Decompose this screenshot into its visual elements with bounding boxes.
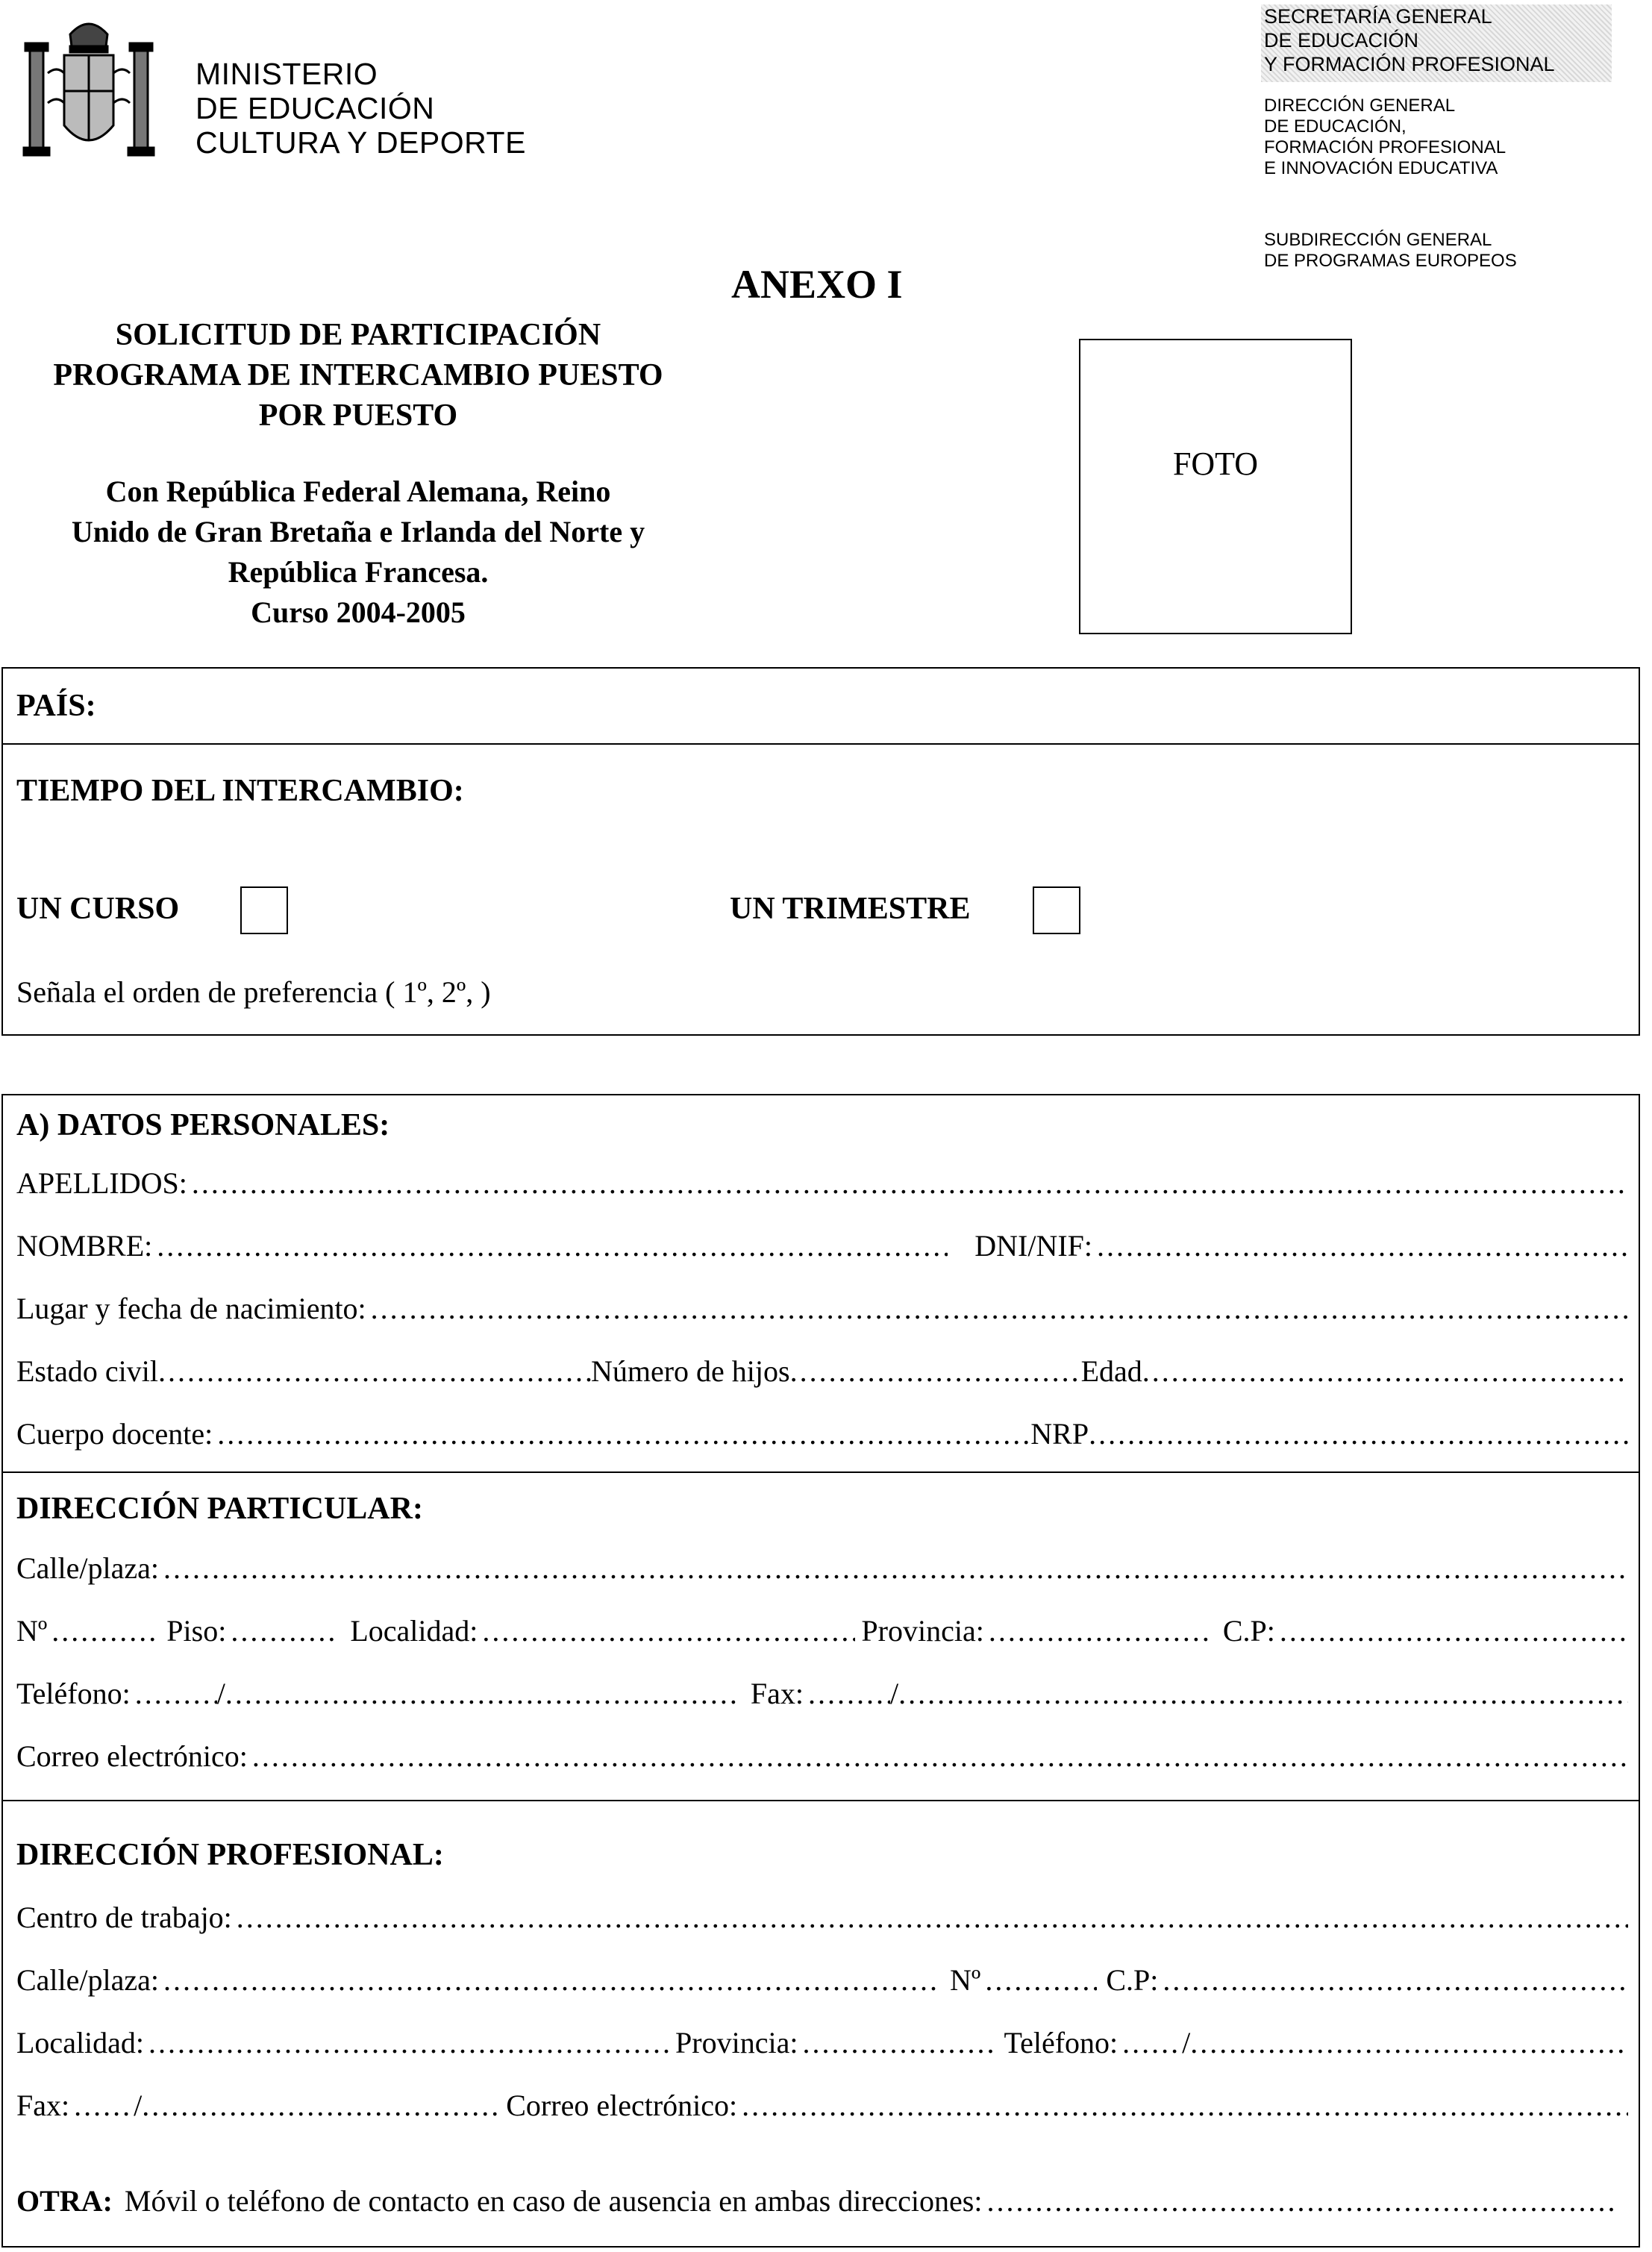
profesional-calle-row [16,1962,1628,1998]
form-title: SOLICITUD DE PARTICIPACIÓN PROGRAMA DE INTERCAMBIO PUESTO POR PUESTO [53,318,663,433]
nombre-label: NOMBRE: [16,1229,153,1263]
provincia-label: Provincia: [675,2026,798,2059]
lugar-fecha-field[interactable]: Lugar y fecha de nacimiento: ..... [16,1291,1628,1326]
fax-label: Fax: [750,1677,804,1710]
direccion-general: DIRECCIÓN GENERAL DE EDUCACIÓN, FORMACIÓN PROFESIONAL E INNOVACIÓN EDUCATIVA [1264,96,1506,178]
telefono-prefix-field[interactable] [1122,2025,1182,2060]
page-title: ANEXO I [731,262,903,307]
dni-field[interactable] [1097,1228,1628,1263]
ministry-line: CULTURA Y DEPORTE [195,125,526,160]
edad-label: Edad [1080,1354,1142,1388]
piso-field[interactable] [231,1613,335,1648]
personal-data-section [1,1094,1640,2248]
photo-box[interactable] [1079,339,1352,634]
un-curso-checkbox[interactable] [240,886,288,934]
telefono-label: Teléfono: [16,1677,131,1710]
localidad-field[interactable] [148,2025,671,2060]
tiempo-heading: TIEMPO DEL INTERCAMBIO: [16,774,464,808]
numero-label: Nº [950,1963,981,1997]
fax-field[interactable] [142,2088,500,2123]
edad-field[interactable] [1142,1354,1628,1389]
ministry-line: DE EDUCACIÓN [195,91,435,125]
cuerpo-field[interactable] [217,1416,1030,1451]
otra-field[interactable] [986,2183,1615,2218]
slash: / [889,1677,899,1710]
estado-civil-label: Estado civil [16,1354,158,1388]
nrp-label: NRP [1030,1417,1089,1451]
coat-of-arms-icon [18,13,160,163]
cp-field[interactable] [1163,1962,1628,1998]
centro-trabajo-field[interactable]: Centro de trabajo: ..... [16,1900,1628,1935]
fax-field[interactable] [898,1676,1628,1711]
slash: / [216,1677,225,1710]
pais-label[interactable]: PAÍS: [16,689,96,723]
nombre-dni-row [16,1228,1628,1263]
numero-label: Nº [16,1614,48,1648]
cp-label: C.P: [1106,1963,1159,1997]
ministry-line: MINISTERIO [195,57,378,91]
profesional-localidad-row [16,2025,1628,2060]
telefono-field[interactable] [1190,2025,1628,2060]
photo-label: FOTO [1172,445,1259,482]
hijos-field[interactable] [790,1354,1081,1389]
un-trimestre-checkbox[interactable] [1033,886,1080,934]
preferencia-note: Señala el orden de preferencia ( 1º, 2º, ) [16,975,491,1009]
cp-label: C.P: [1222,1614,1275,1648]
datos-heading: A) DATOS PERSONALES: [16,1108,390,1142]
particular-heading: DIRECCIÓN PARTICULAR: [16,1492,423,1526]
particular-calle-field[interactable]: Calle/plaza: ..... [16,1551,1628,1586]
cuerpo-label: Cuerpo docente: [16,1417,213,1451]
correo-label: Correo electrónico: [506,2089,738,2122]
un-curso-label: UN CURSO [16,892,180,926]
particular-correo-field[interactable]: Correo electrónico: ..... [16,1739,1628,1774]
nombre-field[interactable] [157,1228,948,1263]
fax-label: Fax: [16,2089,70,2122]
apellidos-field[interactable]: APELLIDOS: ..... [16,1166,1628,1201]
localidad-label: Localidad: [350,1614,478,1648]
slash: / [1182,2026,1191,2059]
otra-text: Móvil o teléfono de contacto en caso de ausencia en ambas direcciones: [124,2184,983,2218]
ministry-name [195,57,526,160]
cuerpo-nrp-row [16,1416,1628,1451]
otra-row [16,2183,1615,2218]
secretaria-general: SECRETARÍA GENERAL DE EDUCACIÓN Y FORMACIÓN PROFESIONAL [1261,4,1612,82]
telefono-fax-row [16,1676,1628,1711]
correo-field[interactable] [742,2088,1628,2123]
provincia-label: Provincia: [861,1614,984,1648]
calle-field[interactable] [163,1962,939,1998]
estado-hijos-edad-row [16,1354,1628,1389]
provincia-field[interactable] [989,1613,1213,1648]
piso-label: Piso: [166,1614,227,1648]
fax-prefix-field[interactable] [808,1676,890,1711]
localidad-label: Localidad: [16,2026,145,2059]
numero-field[interactable] [51,1613,156,1648]
form-subtitle: Con República Federal Alemana, Reino Unido de Gran Bretaña e Irlanda del Norte y República Francesa. Curso 2004-2005 [71,475,645,629]
profesional-heading: DIRECCIÓN PROFESIONAL: [16,1838,444,1872]
nrp-field[interactable] [1089,1416,1628,1451]
telefono-prefix-field[interactable] [135,1676,217,1711]
cp-field[interactable] [1280,1613,1628,1648]
profesional-fax-row [16,2088,1628,2123]
localidad-field[interactable] [482,1613,855,1648]
hijos-label: Número de hijos [590,1354,790,1388]
estado-civil-field[interactable] [158,1354,591,1389]
subdireccion-general: SUBDIRECCIÓN GENERAL DE PROGRAMAS EUROPEOS [1264,230,1517,271]
fax-prefix-field[interactable] [74,2088,134,2123]
telefono-field[interactable] [225,1676,740,1711]
calle-label: Calle/plaza: [16,1963,160,1997]
provincia-field[interactable] [802,2025,996,2060]
otra-label: OTRA: [16,2184,113,2218]
exchange-section [1,667,1640,1036]
particular-address-row [16,1613,1628,1648]
telefono-label: Teléfono: [1004,2026,1118,2059]
numero-field[interactable] [985,1962,1097,1998]
slash: / [134,2089,143,2122]
un-trimestre-label: UN TRIMESTRE [730,892,971,926]
dni-label: DNI/NIF: [974,1229,1093,1263]
